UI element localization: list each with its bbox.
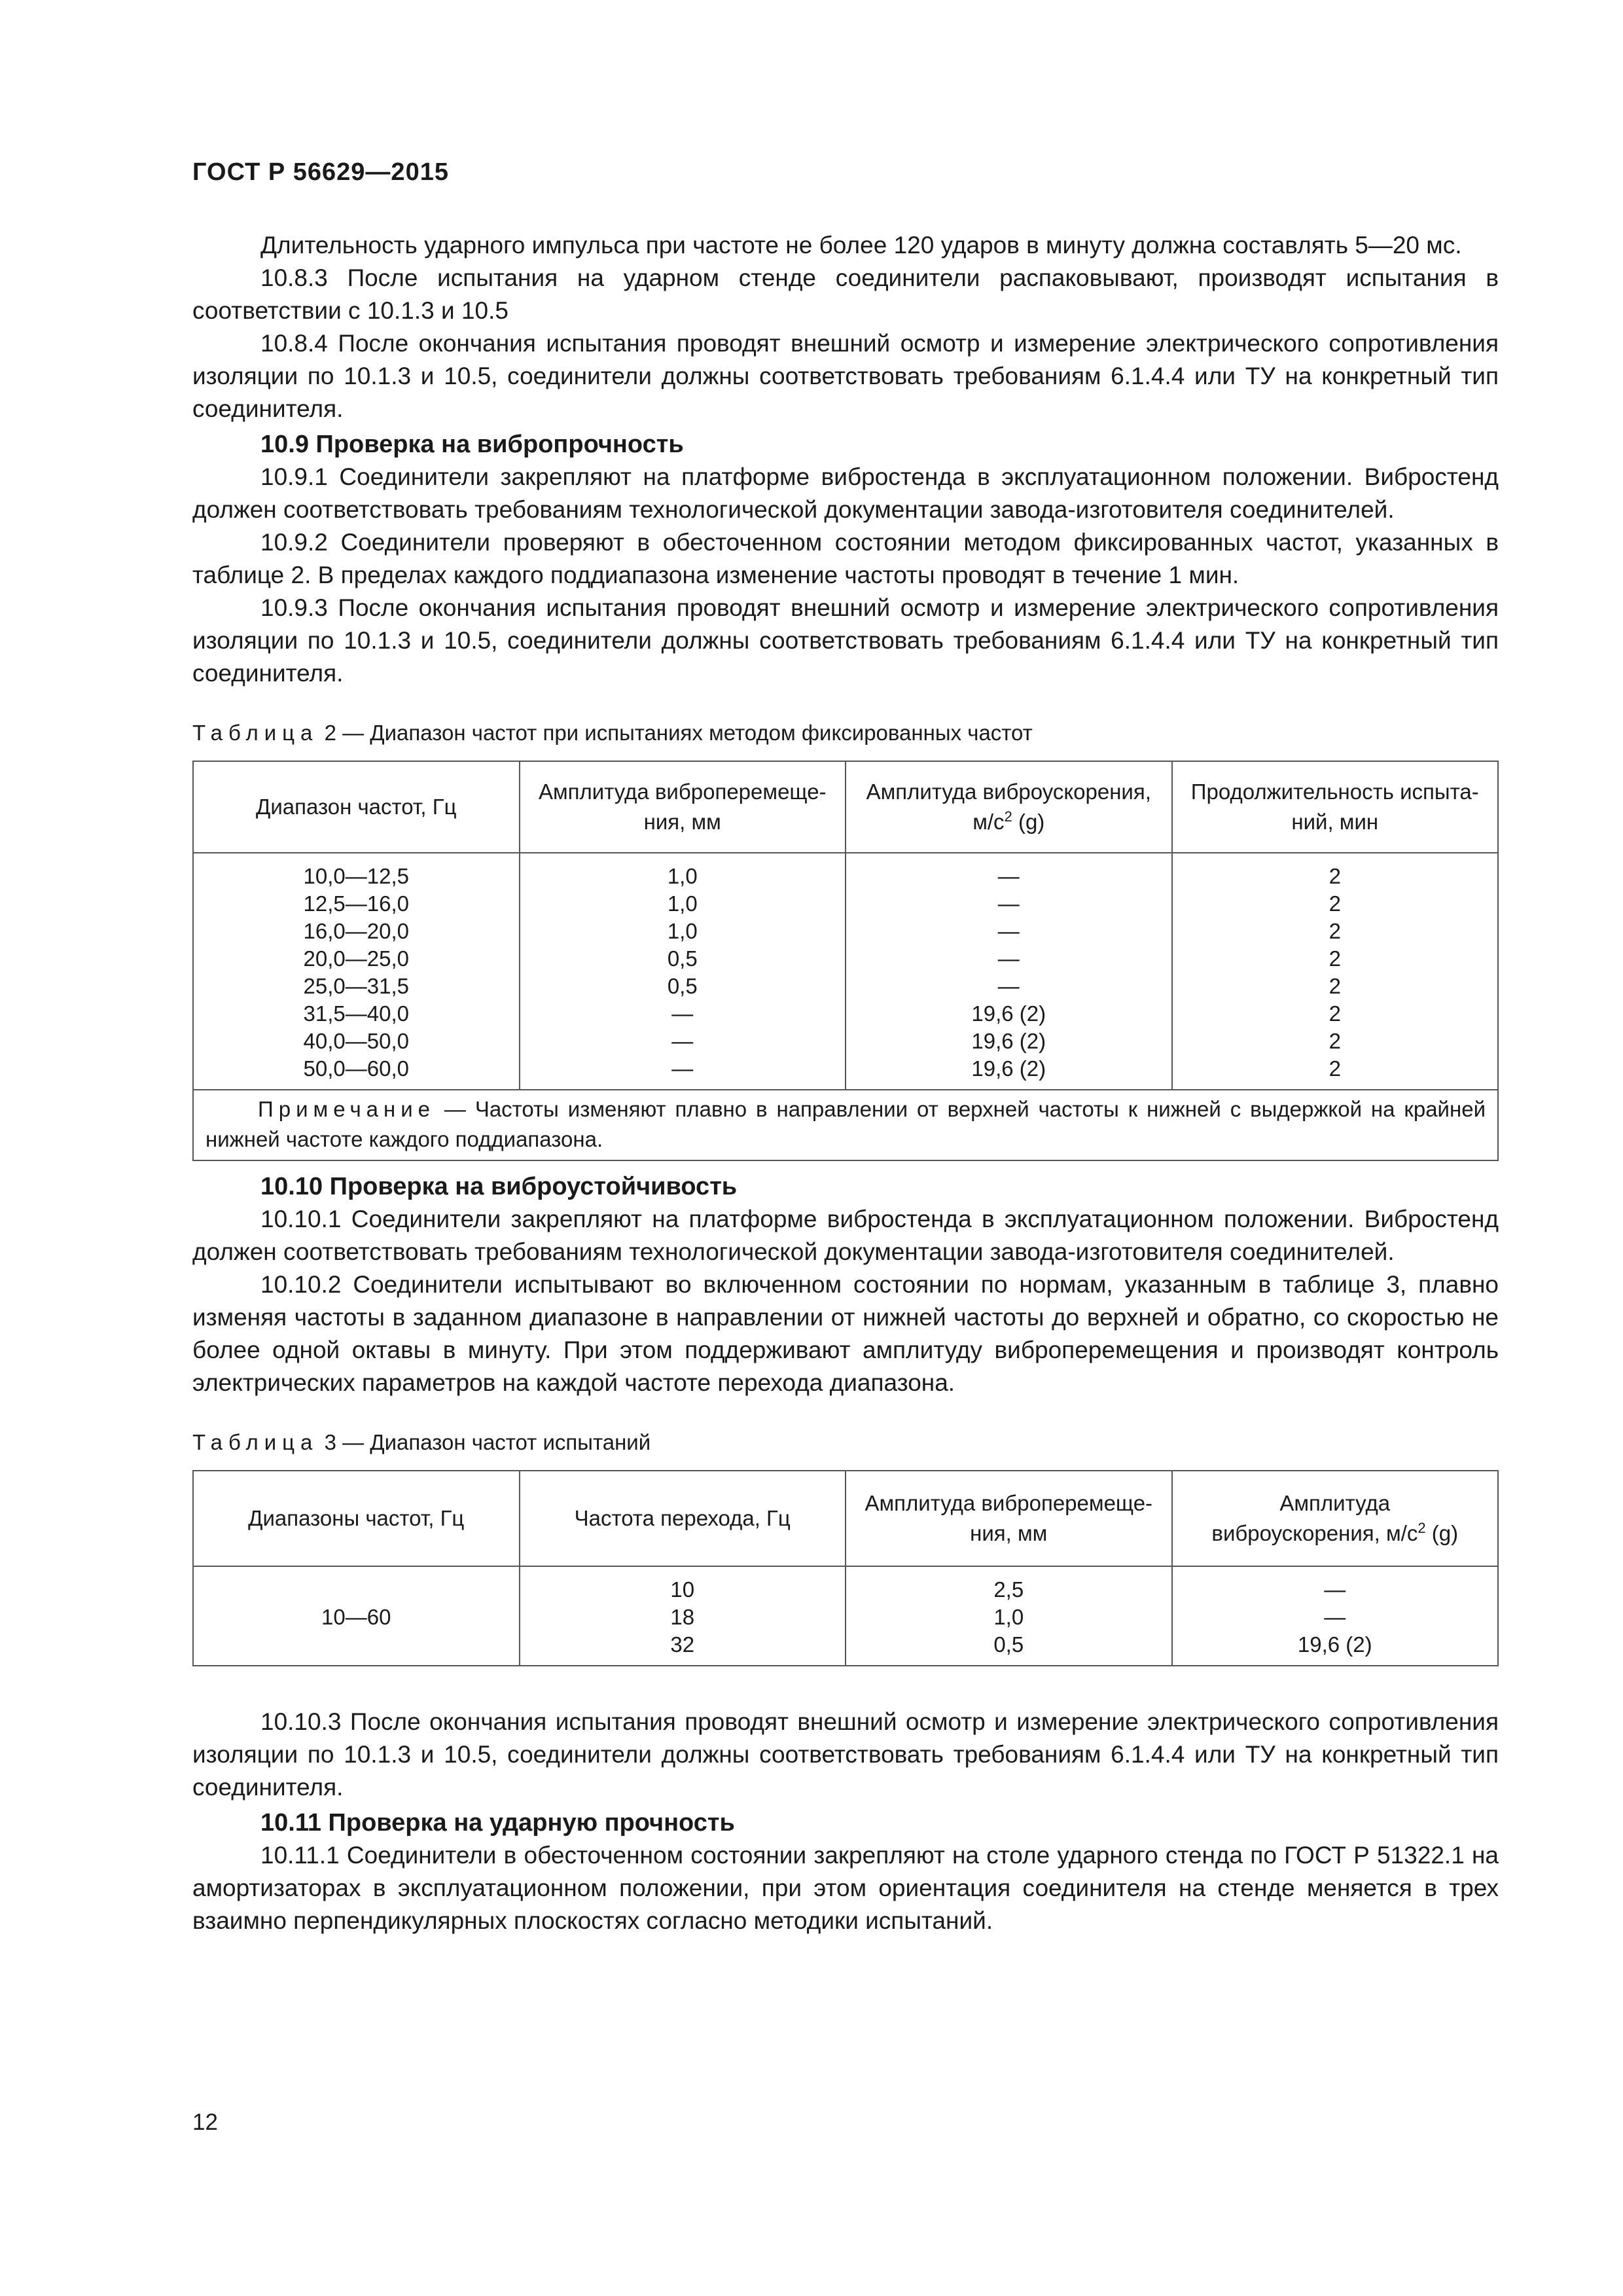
table-row: 50,0—60,0 bbox=[303, 1056, 409, 1081]
table-row: 18 bbox=[670, 1605, 695, 1629]
page-number: 12 bbox=[192, 2109, 218, 2135]
table-row: — bbox=[1324, 1577, 1346, 1602]
table-row: 2 bbox=[1329, 1029, 1341, 1053]
table-row: — bbox=[997, 946, 1020, 971]
table-2-col-acceleration bbox=[846, 853, 1172, 1090]
table-row: 10 bbox=[670, 1577, 695, 1602]
paragraph-10-9-2: 10.9.2 Соединители проверяют в обесточенном состоянии методом фиксированных частот, указанных в таблице 2. В пределах каждого поддиапазона изменение частоты проводят в течение 1 мин. bbox=[192, 529, 1499, 588]
table-row: 12,5—16,0 bbox=[303, 891, 409, 916]
page-content bbox=[192, 229, 1499, 1937]
table-3-header-acceleration-g: (g) bbox=[1425, 1521, 1459, 1545]
table-2-header-duration: Продолжительность испыта-ний, мин bbox=[1172, 761, 1499, 853]
table-row: 1,0 bbox=[667, 891, 698, 916]
table-row: 2 bbox=[1329, 974, 1341, 998]
table-2-header-acceleration-sup: 2 bbox=[1004, 808, 1012, 825]
table-row: — bbox=[997, 919, 1020, 943]
table-row: 32 bbox=[670, 1632, 695, 1657]
paragraph-10-8-3: 10.8.3 После испытания на ударном стенде соединители распаковывают, производят испытания в соответствии с 10.1.3 и 10.5 bbox=[192, 264, 1499, 324]
table-3-caption-text: 3 — Диапазон частот испытаний bbox=[324, 1430, 651, 1454]
table-2-col-duration bbox=[1172, 853, 1499, 1090]
table-row: 25,0—31,5 bbox=[303, 974, 409, 998]
paragraph-10-10-1: 10.10.1 Соединители закрепляют на платформе вибростенда в эксплуатационном положении. Вибростенд должен соответствовать требованиям технологической документации завода-изготовителя соединителей. bbox=[192, 1206, 1499, 1265]
table-3-caption bbox=[192, 1427, 1499, 1458]
table-3-header-transition: Частота перехода, Гц bbox=[520, 1471, 846, 1566]
table-3-header-displacement: Амплитуда виброперемеще-ния, мм bbox=[846, 1471, 1172, 1566]
table-3-header-acceleration-label: Амплитуда bbox=[1279, 1491, 1391, 1515]
table-3-header-acceleration-sup: 2 bbox=[1418, 1520, 1426, 1536]
table-row: 2 bbox=[1329, 864, 1341, 888]
heading-10-10: 10.10 Проверка на виброустойчивость bbox=[260, 1173, 738, 1200]
table-row: 40,0—50,0 bbox=[303, 1029, 409, 1053]
table-2-body bbox=[193, 853, 1498, 1090]
table-2-header-range: Диапазон частот, Гц bbox=[193, 761, 520, 853]
table-row: 2 bbox=[1329, 946, 1341, 971]
table-row: 2 bbox=[1329, 1056, 1341, 1081]
table-row: 19,6 (2) bbox=[971, 1029, 1046, 1053]
heading-10-11: 10.11 Проверка на ударную прочность bbox=[260, 1809, 735, 1837]
table-row: 0,5 bbox=[993, 1632, 1024, 1657]
paragraph-10-9-1: 10.9.1 Соединители закрепляют на платформе вибростенда в эксплуатационном положении. Вибростенд должен соответствовать требованиям технологической документации завода-изготовителя соединителей. bbox=[192, 463, 1499, 523]
table-row: 2 bbox=[1329, 919, 1341, 943]
table-row: 1,0 bbox=[667, 864, 698, 888]
table-2-header-displacement: Амплитуда виброперемеще-ния, мм bbox=[520, 761, 846, 853]
table-row: — bbox=[997, 864, 1020, 888]
spacer bbox=[192, 1666, 1499, 1706]
table-row: 10,0—12,5 bbox=[303, 864, 409, 888]
table-3-col-acceleration bbox=[1172, 1566, 1499, 1666]
table-3-header-acceleration-unit: виброускорения, м/с bbox=[1211, 1521, 1418, 1545]
table-row: — bbox=[671, 1029, 694, 1053]
table-row: — bbox=[1324, 1605, 1346, 1629]
table-2-caption-word: Таблица bbox=[192, 721, 319, 745]
table-2-note-text: — Частоты изменяют плавно в направлении от верхней частоты к нижней с выдержкой на крайней нижней частоте каждого поддиапазона. bbox=[205, 1097, 1486, 1151]
table-3-body bbox=[193, 1566, 1498, 1666]
table-3-header-acceleration bbox=[1172, 1471, 1499, 1566]
paragraph-10-10-2: 10.10.2 Соединители испытывают во включенном состоянии по нормам, указанным в таблице 3, плавно изменяя частоты в заданном диапазоне в направлении от нижней частоты до верхней и обратно, со скоростью не более одной октавы в минуту. При этом поддерживают амплитуду виброперемещения и производят контроль электрических параметров на каждой частоте перехода диапазона. bbox=[192, 1271, 1499, 1396]
table-2 bbox=[192, 761, 1499, 1161]
table-3-header-range: Диапазоны частот, Гц bbox=[193, 1471, 520, 1566]
paragraph-10-8-4: 10.8.4 После окончания испытания проводят внешний осмотр и измерение электрического сопротивления изоляции по 10.1.3 и 10.5, соединители должны соответствовать требованиям 6.1.4.4 или ТУ на конкретный тип соединителя. bbox=[192, 330, 1499, 422]
table-row: 16,0—20,0 bbox=[303, 919, 409, 943]
table-3-col-transition bbox=[520, 1566, 846, 1666]
table-row: 2,5 bbox=[993, 1577, 1024, 1602]
table-row: 20,0—25,0 bbox=[303, 946, 409, 971]
table-row: 0,5 bbox=[667, 946, 698, 971]
table-2-col-range bbox=[193, 853, 520, 1090]
paragraph-10-8-2-cont: Длительность ударного импульса при частоте не более 120 ударов в минуту должна составлять 5—20 мс. bbox=[260, 232, 1462, 259]
paragraph-10-11-1: 10.11.1 Соединители в обесточенном состоянии закрепляют на столе ударного стенда по ГОСТ Р 51322.1 на амортизаторах в эксплуатационном положении, при этом ориентация соединителя на стенде меняется в трех взаимно перпендикулярных плоскостях согласно методики испытаний. bbox=[192, 1842, 1499, 1934]
table-row: 19,6 (2) bbox=[1297, 1632, 1372, 1657]
table-row: 1,0 bbox=[667, 919, 698, 943]
table-row: 19,6 (2) bbox=[971, 1001, 1046, 1026]
table-row: — bbox=[671, 1056, 694, 1081]
table-2-note-word: Примечание bbox=[258, 1097, 436, 1121]
table-2-note bbox=[193, 1090, 1498, 1160]
paragraph-10-9-3: 10.9.3 После окончания испытания проводят внешний осмотр и измерение электрического сопротивления изоляции по 10.1.3 и 10.5, соединители должны соответствовать требованиям 6.1.4.4 или ТУ на конкретный тип соединителя. bbox=[192, 594, 1499, 687]
table-2-header-acceleration-label: Амплитуда виброускорения, bbox=[866, 780, 1151, 804]
table-row: 31,5—40,0 bbox=[303, 1001, 409, 1026]
heading-10-9: 10.9 Проверка на вибропрочность bbox=[260, 431, 684, 458]
table-2-header-acceleration-unit: м/с bbox=[972, 810, 1005, 834]
table-2-col-displacement bbox=[520, 853, 846, 1090]
table-2-header-acceleration bbox=[846, 761, 1172, 853]
table-row: — bbox=[997, 891, 1020, 916]
table-2-caption bbox=[192, 717, 1499, 749]
table-3-range: 10—60 bbox=[193, 1566, 520, 1666]
table-row: — bbox=[997, 974, 1020, 998]
table-row: 2 bbox=[1329, 1001, 1341, 1026]
table-row: 19,6 (2) bbox=[971, 1056, 1046, 1081]
table-row: 1,0 bbox=[993, 1605, 1024, 1629]
table-3 bbox=[192, 1470, 1499, 1666]
table-row: 0,5 bbox=[667, 974, 698, 998]
table-2-header-acceleration-g: (g) bbox=[1012, 810, 1045, 834]
table-row: 2 bbox=[1329, 891, 1341, 916]
paragraph-10-10-3: 10.10.3 После окончания испытания проводят внешний осмотр и измерение электрического сопротивления изоляции по 10.1.3 и 10.5, соединители должны соответствовать требованиям 6.1.4.4 или ТУ на конкретный тип соединителя. bbox=[192, 1708, 1499, 1801]
standard-designation: ГОСТ Р 56629—2015 bbox=[192, 158, 449, 186]
table-row: — bbox=[671, 1001, 694, 1026]
table-3-col-displacement bbox=[846, 1566, 1172, 1666]
table-2-caption-text: 2 — Диапазон частот при испытаниях методом фиксированных частот bbox=[324, 721, 1033, 745]
table-3-caption-word: Таблица bbox=[192, 1430, 319, 1454]
